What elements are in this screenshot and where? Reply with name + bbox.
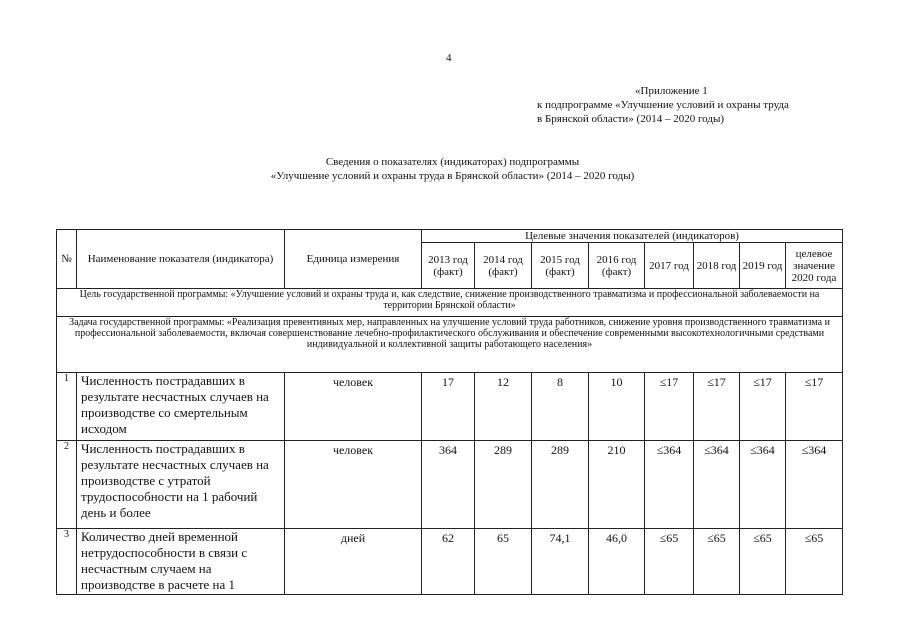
row-value-2015: 8 <box>532 373 589 441</box>
row-value-2020: ≤65 <box>786 529 843 595</box>
row-value-2018: ≤65 <box>694 529 740 595</box>
row-value-2014: 289 <box>475 441 532 529</box>
row-value-2016: 210 <box>589 441 645 529</box>
row-indicator-name: Численность пострадавших в результате несчастных случаев на производстве со смертельным исходом <box>77 373 285 441</box>
row-value-2020: ≤364 <box>786 441 843 529</box>
title-line-1: Сведения о показателях (индикаторах) подпрограммы <box>325 156 580 168</box>
header-year-2019: 2019 год <box>740 243 786 289</box>
row-value-2020: ≤17 <box>786 373 843 441</box>
header-number: № <box>57 230 77 289</box>
row-value-2015: 74,1 <box>532 529 589 595</box>
row-value-2014: 12 <box>475 373 532 441</box>
row-unit: человек <box>285 373 422 441</box>
row-unit: человек <box>285 441 422 529</box>
table-row <box>57 373 843 441</box>
header-target-2020: целевое значение 2020 года <box>786 243 843 289</box>
row-value-2017: ≤65 <box>645 529 694 595</box>
row-value-2019: ≤364 <box>740 441 786 529</box>
row-indicator-name: Количество дней временной нетрудоспособности в связи с несчастным случаем на производстве в расчете на 1 <box>77 529 285 595</box>
header-year-2017: 2017 год <box>645 243 694 289</box>
row-value-2019: ≤17 <box>740 373 786 441</box>
row-value-2013: 17 <box>422 373 475 441</box>
header-unit: Единица измерения <box>285 230 422 289</box>
table-row <box>57 441 843 529</box>
title-line-2: «Улучшение условий и охраны труда в Брянской области» (2014 – 2020 годы) <box>270 170 635 182</box>
row-value-2015: 289 <box>532 441 589 529</box>
program-goal: Цель государственной программы: «Улучшение условий и охраны труда и, как следствие, снижение производственного травматизма и профессиональной заболеваемости на территории Брянской области» <box>57 289 843 317</box>
row-number: 1 <box>57 373 77 441</box>
table-row <box>57 529 843 595</box>
row-unit: дней <box>285 529 422 595</box>
row-value-2017: ≤17 <box>645 373 694 441</box>
row-value-2013: 364 <box>422 441 475 529</box>
row-value-2018: ≤364 <box>694 441 740 529</box>
row-value-2016: 10 <box>589 373 645 441</box>
header-year-2014: 2014 год (факт) <box>475 243 532 289</box>
header-name: Наименование показателя (индикатора) <box>77 230 285 289</box>
indicators-table <box>56 229 843 595</box>
appendix-line-1: «Приложение 1 <box>635 85 708 97</box>
appendix-line-2: к подпрограмме «Улучшение условий и охраны труда <box>537 99 789 111</box>
row-value-2016: 46,0 <box>589 529 645 595</box>
header-year-2015: 2015 год (факт) <box>532 243 589 289</box>
row-value-2018: ≤17 <box>694 373 740 441</box>
program-task: Задача государственной программы: «Реализация превентивных мер, направленных на улучшение условий труда работников, снижение уровня производственного травматизма и профессиональной заболеваемости, включая совершенствование лечебно-профилактического обслуживания и обеспечение современными высокотехнологичными средствами индивидуальной и коллективной защиты работающего населения» <box>57 317 843 373</box>
row-number: 2 <box>57 441 77 529</box>
appendix-line-3: в Брянской области» (2014 – 2020 годы) <box>537 113 725 125</box>
header-target-values: Целевые значения показателей (индикаторов) <box>422 230 843 243</box>
row-value-2014: 65 <box>475 529 532 595</box>
row-value-2017: ≤364 <box>645 441 694 529</box>
header-year-2013: 2013 год (факт) <box>422 243 475 289</box>
row-value-2019: ≤65 <box>740 529 786 595</box>
row-number: 3 <box>57 529 77 595</box>
header-year-2016: 2016 год (факт) <box>589 243 645 289</box>
appendix-note <box>537 84 789 126</box>
row-value-2013: 62 <box>422 529 475 595</box>
header-year-2018: 2018 год <box>694 243 740 289</box>
page-number: 4 <box>446 52 452 64</box>
document-title <box>0 155 905 183</box>
row-indicator-name: Численность пострадавших в результате несчастных случаев на производстве с утратой трудоспособности на 1 рабочий день и более <box>77 441 285 529</box>
